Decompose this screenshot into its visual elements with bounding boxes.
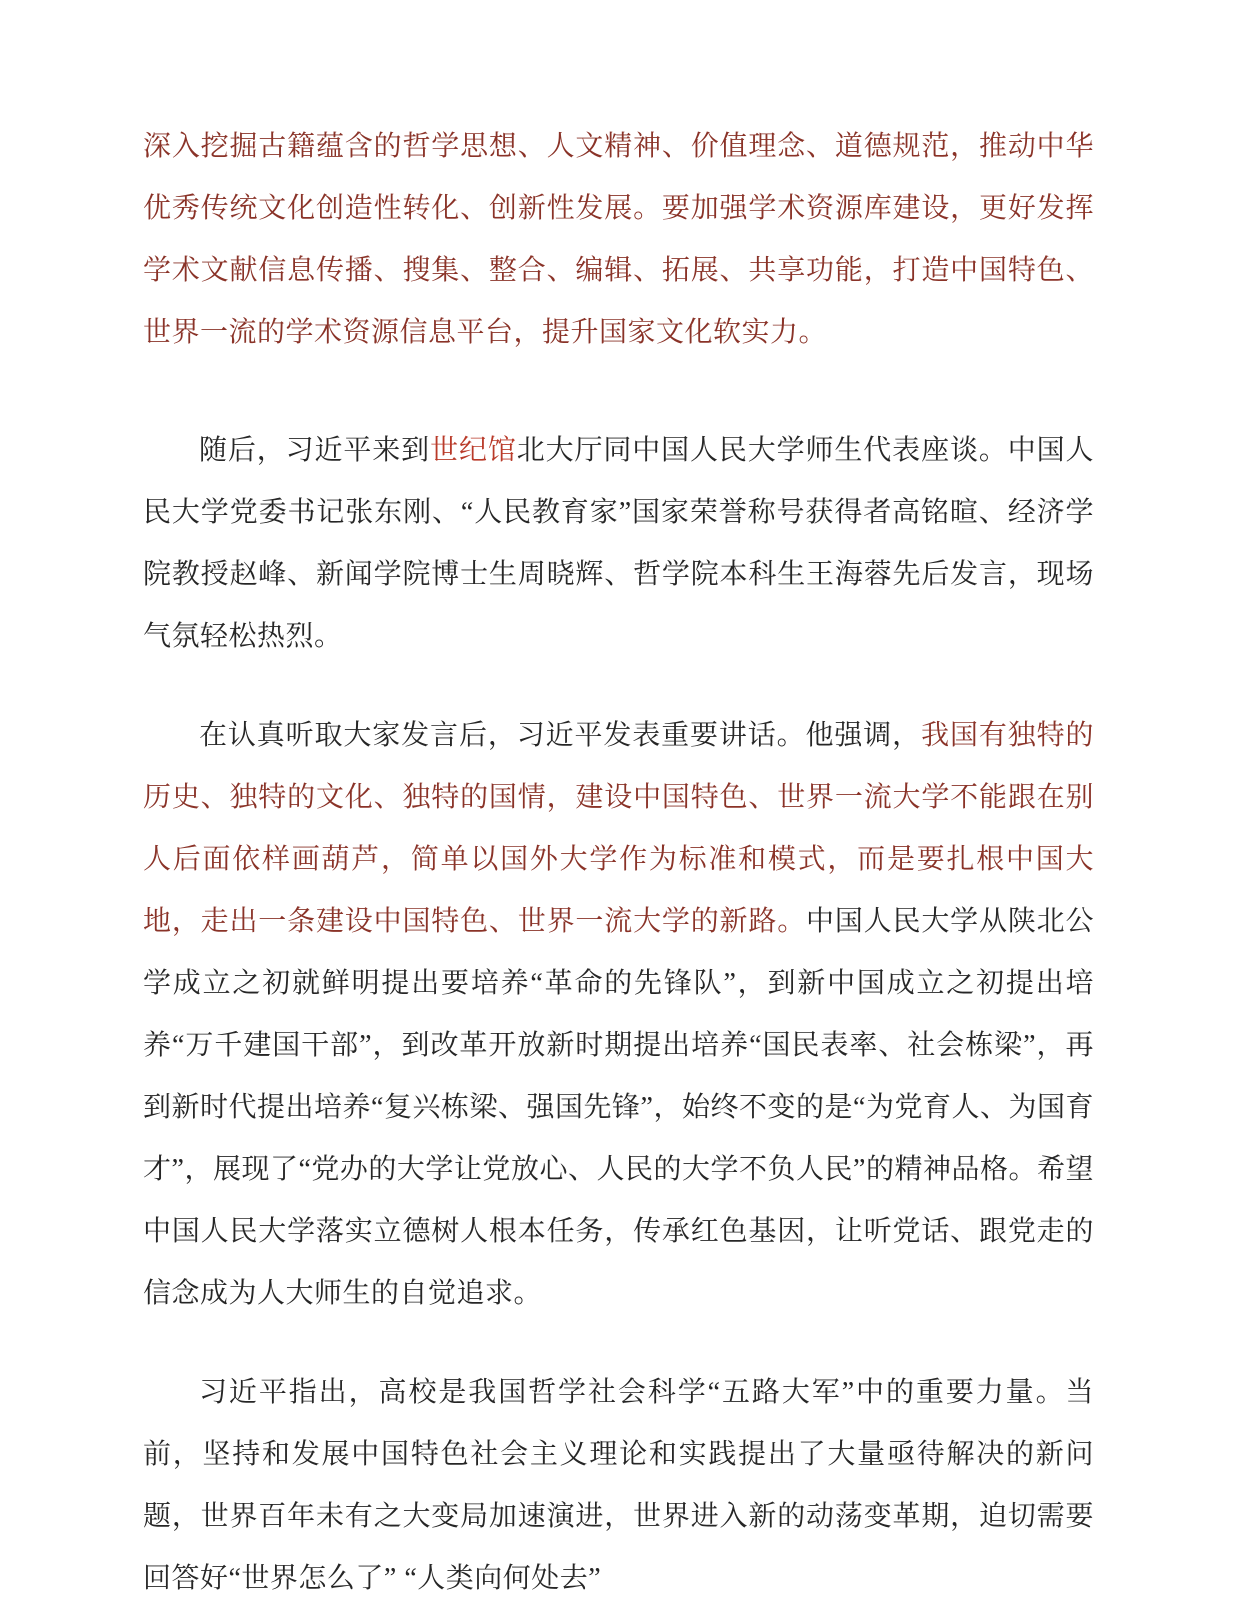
paragraph-3 bbox=[143, 705, 1094, 1325]
paragraph-2 bbox=[143, 420, 1094, 668]
text-run: 在认真听取大家发言后，习近平发表重要讲话。他强调， bbox=[199, 720, 922, 751]
paragraph-4 bbox=[143, 1362, 1094, 1600]
text-run: 中国人民大学从陕北公学成立之初就鲜明提出要培养“革命的先锋队”，到新中国成立之初提出培养“万千建国干部”，到改革开放新时期提出培养“国民表率、社会栋梁”，再到新时代提出培养“复兴栋梁、强国先锋”，始终不变的是“为党育人、为国育才”，展现了“党办的大学让党放心、人民的大学不负人民”的精神品格。希望中国人民大学落实立德树人根本任务，传承红色基因，让听党话、跟党走的信念成为人大师生的自觉追求。 bbox=[143, 906, 1094, 1309]
paragraph-1 bbox=[143, 116, 1094, 364]
text-run: 习近平指出，高校是我国哲学社会科学“五路大军”中的重要力量。当前，坚持和发展中国特色社会主义理论和实践提出了大量亟待解决的新问题，世界百年未有之大变局加速演进，世界进入新的动荡变革期，迫切需要回答好“世界怎么了” “人类向何处去” bbox=[143, 1377, 1094, 1594]
text-run: 随后，习近平来到 bbox=[199, 435, 431, 466]
text-run: 北大厅同中国人民大学师生代表座谈。中国人民大学党委书记张东刚、“人民教育家”国家荣誉称号获得者高铭暄、经济学院教授赵峰、新闻学院博士生周晓辉、哲学院本科生王海蓉先后发言，现场气氛轻松热烈。 bbox=[143, 435, 1094, 652]
text-run: 我国有独特的历史、独特的文化、独特的国情，建设中国特色、世界一流大学不能跟在别人后面依样画葫芦，简单以国外大学作为标准和模式，而是要扎根中国大地，走出一条建设中国特色、世界一流大学的新路。 bbox=[143, 720, 1094, 937]
document-body bbox=[143, 116, 1094, 1600]
text-run: 深入挖掘古籍蕴含的哲学思想、人文精神、价值理念、道德规范，推动中华优秀传统文化创造性转化、创新性发展。要加强学术资源库建设，更好发挥学术文献信息传播、搜集、整合、编辑、拓展、共享功能，打造中国特色、世界一流的学术资源信息平台，提升国家文化软实力。 bbox=[143, 131, 1094, 348]
text-run: 世纪馆 bbox=[430, 435, 517, 466]
